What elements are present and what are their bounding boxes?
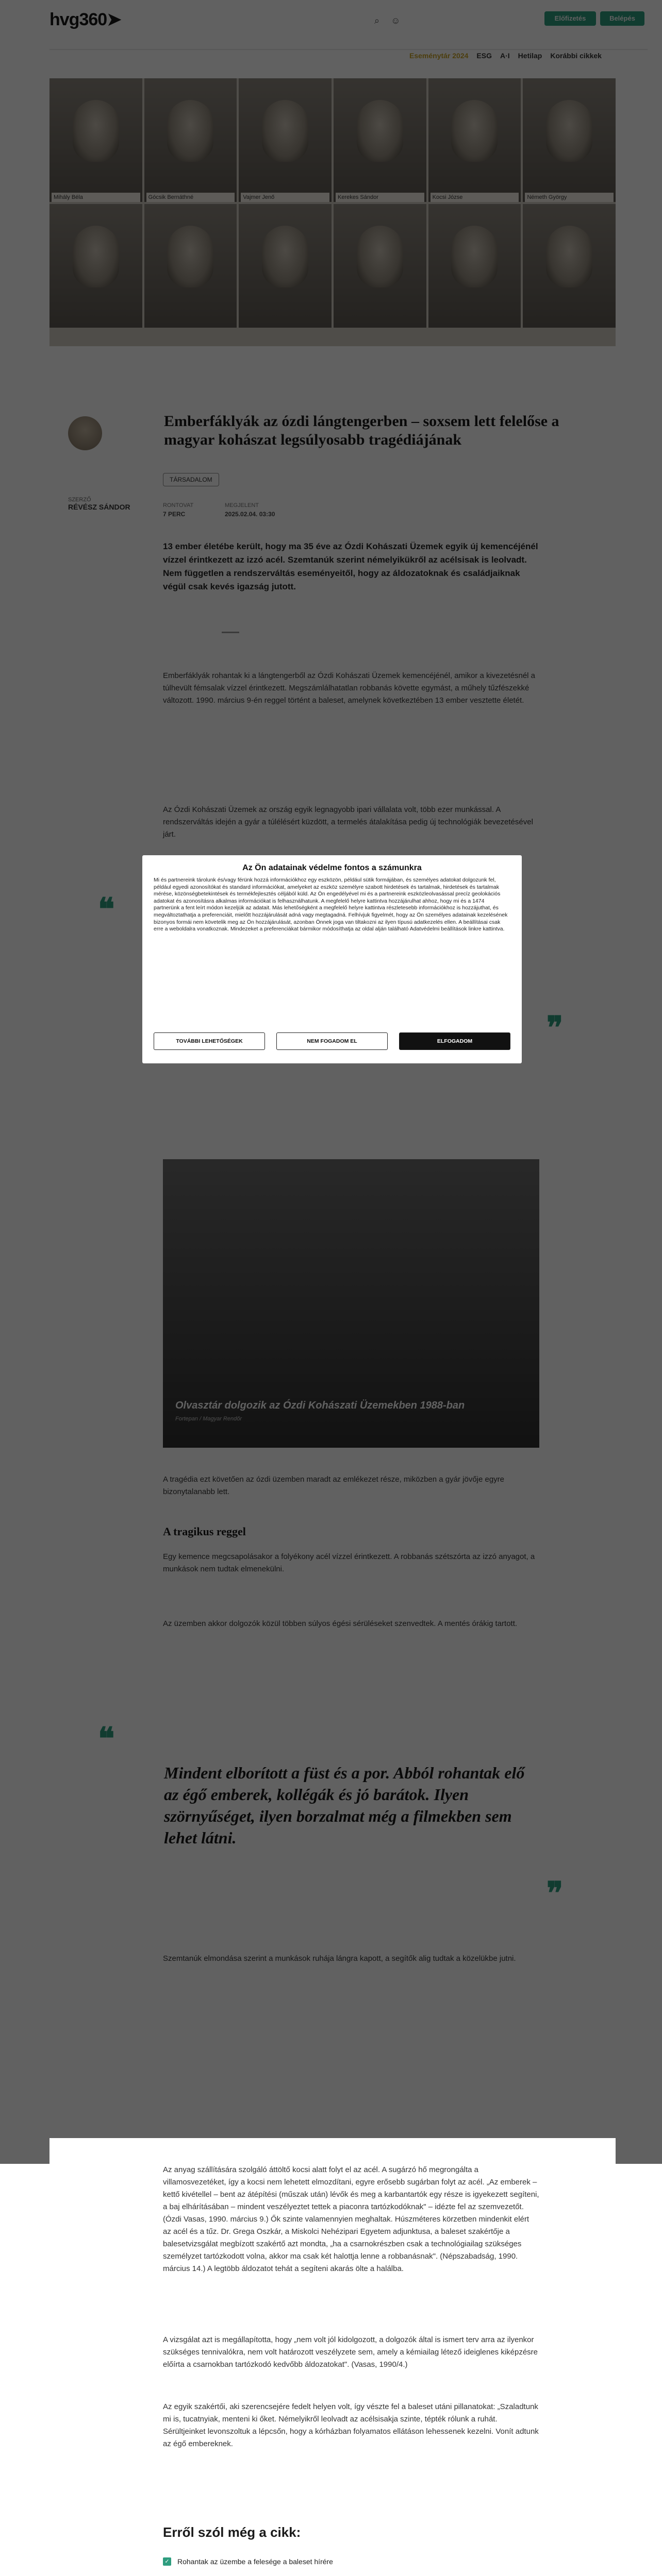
reject-button[interactable]: NEM FOGADOM EL: [276, 1032, 388, 1050]
paragraph: Az egyik szakértői, aki szerencsejére fedelt helyen volt, így vészte fel a baleset utáni pillanatokat: „Szaladtunk mi is, tucatnyiak, menteni ki őket. Némelyikről leolvadt az acélsisakja szinte, tépték rólunk a ruhát. Sérültjeinket levonszoltuk a lépcsőn, hogy a kórházban folyamatos ellátáson lehessenek kezelni. Vonít adtunk az égő embereknek.: [163, 2402, 539, 2448]
accept-button[interactable]: ELFOGADOM: [399, 1032, 510, 1050]
cookie-consent-modal: [142, 855, 522, 1063]
related-item[interactable]: [163, 2573, 539, 2576]
related-list: [163, 2550, 539, 2576]
modal-actions: [154, 1032, 510, 1050]
related-item[interactable]: [163, 2550, 539, 2573]
modal-body: Mi és partnereink tárolunk és/vagy férünk hozzá információkhoz egy eszközön, például sütik formájában, és személyes adatokat dolgozunk fel, például egyedi azonosítókat és standard információkat, amelyeket az eszköz személyre szabott hirdetések és tartalmak, hirdetések és tartalmak mérése, közönségbetekintések és termékfejlesztés céljából küld. Az Ön engedélyével mi és a partnereink eszközleolvasással precíz geolokációs adatokat és azonosításra alkalmas információkat is felhasználhatunk. A megfelelő helyre kattintva hozzájárulhat ahhoz, hogy mi és a 1474 partnerünk a fent leírt módon kezeljük az adatait. Más lehetőségként a megfelelő helyre kattintva részletesebb információkhoz is hozzájuthat, és megváltoztathatja a preferenciáit, mielőtt hozzájárulását adná vagy megtagadná. Felhívjuk figyelmét, hogy az Ön személyes adatainak kezelésének bizonyos formái nem követelik meg az Ön hozzájárulását, azonban Önnek joga van tiltakozni az ilyen típusú adatkezelés ellen. A beállításai csak erre a weboldalra vonatkoznak. Mindezeket a preferenciákat bármikor módosíthatja az oldal alján található Adatvédelmi beállítások linkre kattintva.: [154, 877, 508, 933]
more-options-button[interactable]: TOVÁBBI LEHETŐSÉGEK: [154, 1032, 265, 1050]
modal-title: Az Ön adatainak védelme fontos a számunkra: [242, 863, 422, 872]
paragraph: Az anyag szállítására szolgáló áttöltő kocsi alatt folyt el az acél. A sugárzó hő megrongálta a villamosvezetéket, így a kocsi nem lehetett elmozdítani, egyre erősebb sugárban folyt az acél. „Az emberek – kettő kivétellel – bent az átépítési (műszak után) lévők és meg a karbantartók egy része is igyekezett segíteni, a baj elhárításában – mindent veszélyeztet tettek a piaconra tartózkodóknak" – idézte fel az szemvezetőt. (Ózdi Vasas, 1990. március 9.) Ők szinte valamennyien meghaltak. Húszméteres körzetben mindenkit elért az acél és a tűz. Dr. Grega Oszkár, a Miskolci Nehézipari Egyetem adjunktusa, a baleset szakértője a balesetvizsgálat megbízott szakértő azt mondta, „ha a csarnokrészben csak a technológiailag szükséges személyzet tartózkodott volna, akkor ma csak két halottja lenne a robbanásnak". (Népszabadság, 1990. március 14.) A legtöbb áldozatot tehát a segíteni akarás ölte a halálba.: [163, 2165, 539, 2273]
check-icon: ✓: [163, 2557, 171, 2566]
related-item-label: Rohantak az üzembe a felesége a baleset hírére: [177, 2557, 333, 2566]
related-title: Erről szól még a cikk:: [163, 2524, 301, 2540]
paragraph: A vizsgálat azt is megállapította, hogy „nem volt jól kidolgozott, a dolgozók által is ismert terv arra az ilyenkor szükséges tennivalókra, nem volt határozott veszélyzete sem, amely a kémiailag létező ideiglenes kiképzésre előírta a csarnokban tartózkodó kedvőbb áldozatokat". (Vasas, 1990/4.): [163, 2335, 538, 2369]
